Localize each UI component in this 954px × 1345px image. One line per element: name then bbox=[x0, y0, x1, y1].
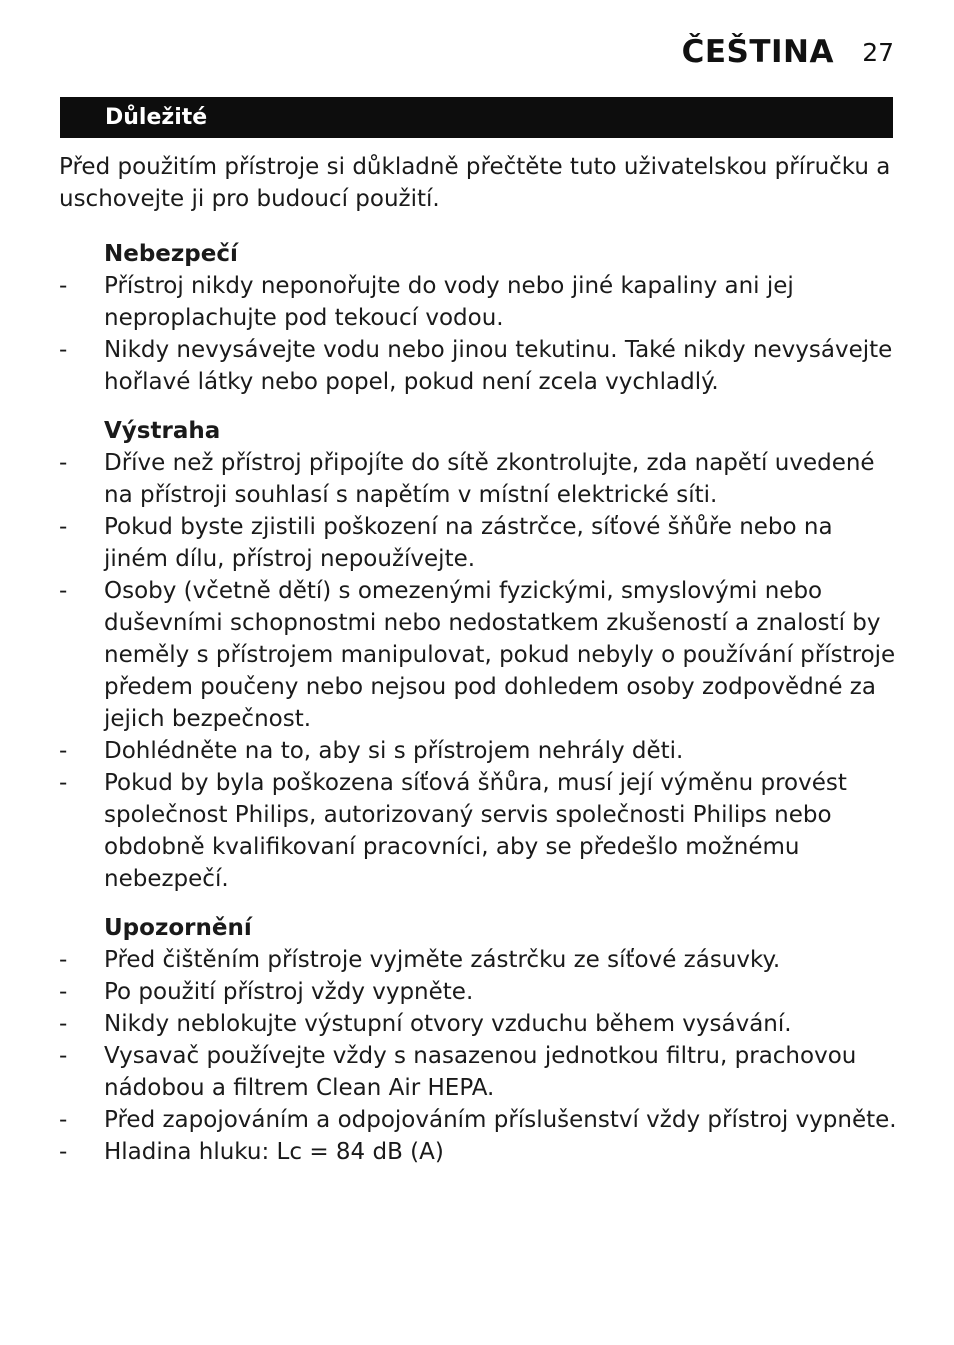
list-item bbox=[59, 1136, 899, 1168]
bullet-dash: - bbox=[59, 770, 68, 796]
list-item bbox=[59, 1008, 899, 1040]
section-title-bar bbox=[60, 97, 893, 138]
list-item-text: Vysavač používejte vždy s nasazenou jednotkou filtru, prachovou nádobou a filtrem Clean Air HEPA. bbox=[104, 1043, 857, 1101]
list-item-text: Dříve než přístroj připojíte do sítě zkontrolujte, zda napětí uvedené na přístroji souhlasí s napětím v místní elektrické síti. bbox=[104, 450, 875, 508]
bullet-dash: - bbox=[59, 450, 68, 476]
list-item bbox=[59, 1040, 899, 1104]
list-item bbox=[59, 575, 899, 735]
bullet-dash: - bbox=[59, 979, 68, 1005]
list-item-text: Hladina hluku: Lc = 84 dB (A) bbox=[104, 1139, 444, 1165]
list-item bbox=[59, 447, 899, 511]
section-heading-warning: Výstraha bbox=[104, 418, 221, 444]
section-heading-caution: Upozornění bbox=[104, 915, 252, 941]
list-item bbox=[59, 270, 899, 334]
list-item-text: Dohlédněte na to, aby si s přístrojem nehrály děti. bbox=[104, 738, 684, 764]
intro-paragraph: Před použitím přístroje si důkladně přečtěte tuto uživatelskou příručku a uschovejte ji pro budoucí použití. bbox=[59, 154, 891, 212]
section-warning bbox=[59, 415, 899, 895]
list-item-text: Nikdy neblokujte výstupní otvory vzduchu během vysávání. bbox=[104, 1011, 792, 1037]
document-body bbox=[59, 151, 899, 1185]
list-item bbox=[59, 976, 899, 1008]
bullet-dash: - bbox=[59, 738, 68, 764]
list-item-text: Pokud by byla poškozena síťová šňůra, musí její výměnu provést společnost Philips, autorizovaný servis společnosti Philips nebo obdobně kvalifikovaní pracovníci, aby se předešlo možnému nebezpečí. bbox=[104, 770, 847, 892]
bullet-dash: - bbox=[59, 1107, 68, 1133]
list-item-text: Nikdy nevysávejte vodu nebo jinou tekutinu. Také nikdy nevysávejte hořlavé látky nebo popel, pokud není zcela vychladlý. bbox=[104, 337, 893, 395]
bullet-dash: - bbox=[59, 947, 68, 973]
list-item-text: Přístroj nikdy neponořujte do vody nebo jiné kapaliny ani jej neproplachujte pod tekoucí vodou. bbox=[104, 273, 794, 331]
list-item-text: Před zapojováním a odpojováním příslušenství vždy přístroj vypněte. bbox=[104, 1107, 897, 1133]
bullet-dash: - bbox=[59, 1139, 68, 1165]
list-item bbox=[59, 1104, 899, 1136]
section-danger bbox=[59, 238, 899, 398]
list-item bbox=[59, 735, 899, 767]
list-item bbox=[59, 767, 899, 895]
bullet-dash: - bbox=[59, 578, 68, 604]
bullet-dash: - bbox=[59, 273, 68, 299]
list-item-text: Osoby (včetně dětí) s omezenými fyzickými, smyslovými nebo duševními schopnostmi nebo nedostatkem zkušeností a znalostí by neměly s přístrojem manipulovat, pokud nebyly o používání přístroje předem poučeny nebo nejsou pod dohledem osoby zodpovědné za jejich bezpečnost. bbox=[104, 578, 896, 732]
bullet-dash: - bbox=[59, 1011, 68, 1037]
page-number: 27 bbox=[862, 38, 894, 67]
list-item-text: Pokud byste zjistili poškození na zástrčce, síťové šňůře nebo na jiném dílu, přístroj nepoužívejte. bbox=[104, 514, 833, 572]
list-item bbox=[59, 944, 899, 976]
list-item-text: Po použití přístroj vždy vypněte. bbox=[104, 979, 474, 1005]
list-item bbox=[59, 334, 899, 398]
bullet-dash: - bbox=[59, 337, 68, 363]
section-caution bbox=[59, 912, 899, 1168]
bullet-dash: - bbox=[59, 514, 68, 540]
section-title: Důležité bbox=[105, 105, 208, 130]
language-heading: ČEŠTINA bbox=[681, 34, 834, 70]
list-item bbox=[59, 511, 899, 575]
bullet-dash: - bbox=[59, 1043, 68, 1069]
list-item-text: Před čištěním přístroje vyjměte zástrčku ze síťové zásuvky. bbox=[104, 947, 781, 973]
section-heading-danger: Nebezpečí bbox=[104, 241, 238, 267]
